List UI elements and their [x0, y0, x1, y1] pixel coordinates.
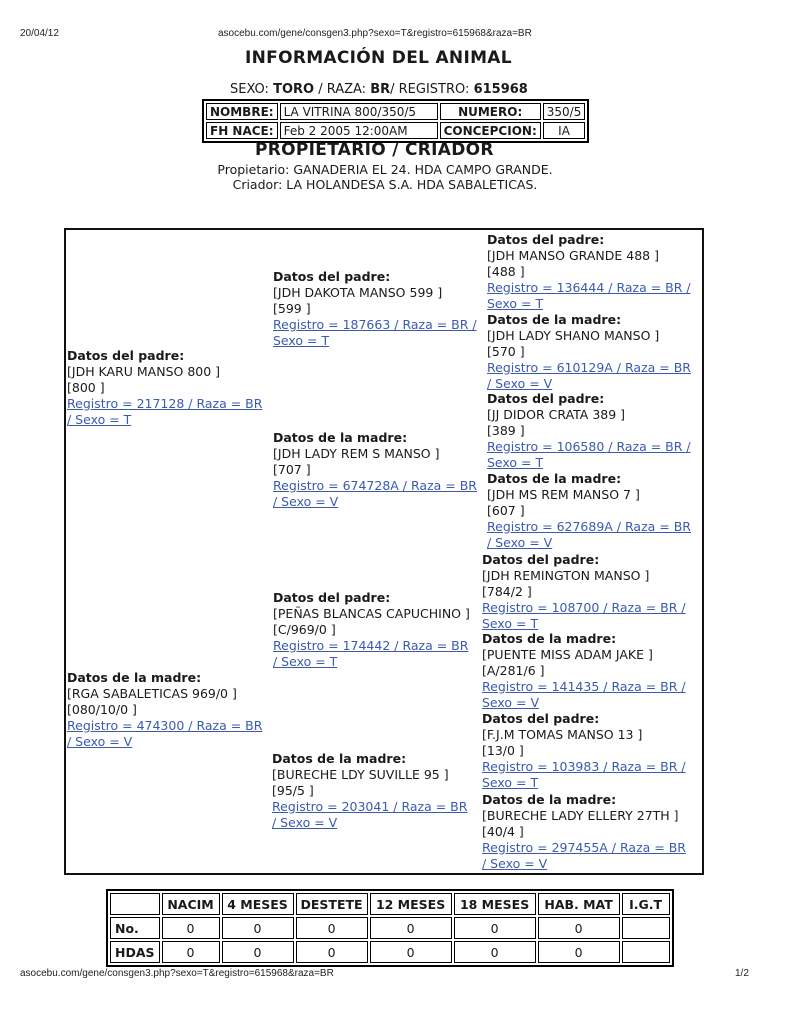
row-label: HDAS: [110, 941, 160, 963]
stats-cell: [622, 917, 670, 939]
node-code: [800 ]: [67, 380, 105, 395]
stats-cell: 0: [538, 941, 620, 963]
propietario-line: Propietario: GANADERIA EL 24. HDA CAMPO GRANDE.: [217, 162, 553, 177]
raza-label: / RAZA:: [318, 82, 367, 97]
raza-value: BR: [370, 82, 391, 97]
node-heading: Datos del padre:: [67, 348, 185, 363]
sexo-link[interactable]: Sexo = T: [273, 333, 330, 348]
animal-info-table: [202, 99, 589, 143]
concepcion-value: IA: [543, 122, 586, 139]
pedigree-node-g3-5: [482, 631, 686, 711]
stats-header-cell: I.G.T: [622, 893, 670, 915]
node-heading: Datos de la madre:: [482, 792, 617, 807]
node-heading: Datos de la madre:: [272, 751, 407, 766]
registro-link[interactable]: Registro = 103983 / Raza = BR /: [482, 759, 686, 774]
pedigree-node-g3-6: [482, 711, 686, 791]
owner-lines: [195, 162, 575, 192]
stats-cell: 0: [222, 917, 294, 939]
table-row: [110, 941, 670, 963]
fh-nace-label: FH NACE:: [206, 122, 278, 139]
owner-heading: PROPIETARIO / CRIADOR: [255, 140, 494, 160]
stats-header-cell: 4 MESES: [222, 893, 294, 915]
stats-cell: 0: [370, 941, 452, 963]
node-code: [784/2 ]: [482, 584, 532, 599]
sexo-link[interactable]: / Sexo = V: [272, 815, 338, 830]
node-name: [JDH MANSO GRANDE 488 ]: [487, 248, 659, 263]
registro-link[interactable]: Registro = 108700 / Raza = BR /: [482, 600, 686, 615]
registro-link[interactable]: Registro = 141435 / Raza = BR /: [482, 679, 686, 694]
footer-page: 1/2: [735, 968, 749, 979]
sexo-link[interactable]: / Sexo = V: [67, 734, 133, 749]
node-code: [599 ]: [273, 301, 311, 316]
numero-value: 350/5: [543, 103, 586, 120]
node-name: [JDH LADY SHANO MANSO ]: [487, 328, 660, 343]
node-code: [570 ]: [487, 344, 525, 359]
stats-header-cell: DESTETE: [296, 893, 368, 915]
footer-url: asocebu.com/gene/consgen3.php?sexo=T&registro=615968&raza=BR: [20, 968, 334, 979]
node-name: [BURECHE LADY ELLERY 27TH ]: [482, 808, 679, 823]
node-code: [95/5 ]: [272, 783, 314, 798]
stats-cell: 0: [296, 917, 368, 939]
pedigree-node-g3-2: [487, 391, 691, 471]
node-name: [JJ DIDOR CRATA 389 ]: [487, 407, 626, 422]
node-heading: Datos de la madre:: [487, 471, 622, 486]
registro-link[interactable]: Registro = 106580 / Raza = BR /: [487, 439, 691, 454]
pedigree-node-g3-4: [482, 552, 686, 632]
stats-cell: 0: [222, 941, 294, 963]
node-heading: Datos de la madre:: [487, 312, 622, 327]
node-code: [A/281/6 ]: [482, 663, 545, 678]
stats-cell: 0: [162, 941, 220, 963]
sexo-link[interactable]: / Sexo = V: [487, 535, 553, 550]
sexo-link[interactable]: Sexo = T: [487, 455, 544, 470]
registro-link[interactable]: Registro = 203041 / Raza = BR: [272, 799, 468, 814]
registro-value: 615968: [473, 82, 528, 97]
registro-label: / REGISTRO:: [390, 82, 470, 97]
stats-cell: [622, 941, 670, 963]
node-name: [F.J.M TOMAS MANSO 13 ]: [482, 727, 643, 742]
registro-link[interactable]: Registro = 627689A / Raza = BR: [487, 519, 691, 534]
stats-cell: 0: [296, 941, 368, 963]
node-heading: Datos de la madre:: [67, 670, 202, 685]
stats-cell: 0: [454, 917, 536, 939]
sexo-link[interactable]: / Sexo = T: [67, 412, 132, 427]
pedigree-node-g2-3: [272, 751, 467, 831]
pedigree-node-g2-0: [273, 269, 477, 349]
registro-link[interactable]: Registro = 610129A / Raza = BR: [487, 360, 691, 375]
nombre-value: LA VITRINA 800/350/5: [280, 103, 438, 120]
sexo-link[interactable]: Sexo = T: [487, 296, 544, 311]
node-name: [PEÑAS BLANCAS CAPUCHINO ]: [273, 606, 470, 621]
nombre-label: NOMBRE:: [206, 103, 278, 120]
node-code: [707 ]: [273, 462, 311, 477]
pedigree-node-g2-2: [273, 590, 470, 670]
pedigree-node-g1-1: [67, 670, 262, 750]
pedigree-node-g3-7: [482, 792, 686, 872]
node-name: [JDH MS REM MANSO 7 ]: [487, 487, 640, 502]
pedigree-node-g3-0: [487, 232, 691, 312]
registro-link[interactable]: Registro = 217128 / Raza = BR: [67, 396, 263, 411]
pedigree-node-g3-3: [487, 471, 691, 551]
stats-header-cell: 18 MESES: [454, 893, 536, 915]
sexo-link[interactable]: / Sexo = V: [482, 856, 548, 871]
node-name: [BURECHE LDY SUVILLE 95 ]: [272, 767, 449, 782]
node-code: [389 ]: [487, 423, 525, 438]
node-code: [C/969/0 ]: [273, 622, 336, 637]
row-label: No.: [110, 917, 160, 939]
pedigree-node-g1-0: [67, 348, 262, 428]
node-heading: Datos del padre:: [482, 711, 600, 726]
node-heading: Datos del padre:: [487, 232, 605, 247]
pedigree-node-g3-1: [487, 312, 691, 392]
fh-nace-value: Feb 2 2005 12:00AM: [280, 122, 438, 139]
node-heading: Datos de la madre:: [482, 631, 617, 646]
numero-label: NUMERO:: [440, 103, 541, 120]
registro-link[interactable]: Registro = 474300 / Raza = BR: [67, 718, 263, 733]
sexo-value: TORO: [273, 82, 315, 97]
sexo-link[interactable]: / Sexo = V: [487, 376, 553, 391]
node-code: [488 ]: [487, 264, 525, 279]
node-name: [JDH KARU MANSO 800 ]: [67, 364, 221, 379]
node-code: [40/4 ]: [482, 824, 524, 839]
stats-header-cell: 12 MESES: [370, 893, 452, 915]
node-name: [JDH DAKOTA MANSO 599 ]: [273, 285, 443, 300]
stats-header-cell: NACIM: [162, 893, 220, 915]
registro-link[interactable]: Registro = 297455A / Raza = BR: [482, 840, 686, 855]
print-date: 20/04/12: [20, 28, 59, 39]
registro-link[interactable]: Registro = 174442 / Raza = BR: [273, 638, 469, 653]
stats-header-cell: [110, 893, 160, 915]
sexo-link[interactable]: Sexo = V: [482, 695, 540, 710]
stats-cell: 0: [162, 917, 220, 939]
sexo-link[interactable]: Sexo = T: [482, 616, 539, 631]
stats-cell: 0: [370, 917, 452, 939]
node-heading: Datos del padre:: [273, 269, 391, 284]
node-name: [PUENTE MISS ADAM JAKE ]: [482, 647, 653, 662]
stats-cell: 0: [538, 917, 620, 939]
node-name: [JDH LADY REM S MANSO ]: [273, 446, 440, 461]
node-name: [RGA SABALETICAS 969/0 ]: [67, 686, 237, 701]
node-heading: Datos del padre:: [487, 391, 605, 406]
sexo-label: SEXO:: [230, 82, 269, 97]
node-code: [607 ]: [487, 503, 525, 518]
performance-header-row: [110, 893, 670, 915]
performance-table: [106, 889, 674, 967]
node-heading: Datos de la madre:: [273, 430, 408, 445]
node-code: [080/10/0 ]: [67, 702, 137, 717]
table-row: [110, 917, 670, 939]
criador-line: Criador: LA HOLANDESA S.A. HDA SABALETICAS.: [232, 177, 538, 192]
node-heading: Datos del padre:: [273, 590, 391, 605]
node-name: [JDH REMINGTON MANSO ]: [482, 568, 650, 583]
node-heading: Datos del padre:: [482, 552, 600, 567]
stats-header-cell: HAB. MAT: [538, 893, 620, 915]
sexo-link[interactable]: / Sexo = V: [273, 494, 339, 509]
node-code: [13/0 ]: [482, 743, 524, 758]
registro-link[interactable]: Registro = 136444 / Raza = BR /: [487, 280, 691, 295]
animal-summary: [230, 82, 528, 97]
print-url: asocebu.com/gene/consgen3.php?sexo=T&registro=615968&raza=BR: [218, 28, 532, 39]
pedigree-node-g2-1: [273, 430, 477, 510]
registro-link[interactable]: Registro = 187663 / Raza = BR /: [273, 317, 477, 332]
concepcion-label: CONCEPCION:: [440, 122, 541, 139]
sexo-link[interactable]: / Sexo = T: [273, 654, 338, 669]
stats-cell: 0: [454, 941, 536, 963]
page-title: INFORMACIÓN DEL ANIMAL: [245, 48, 512, 68]
registro-link[interactable]: Registro = 674728A / Raza = BR: [273, 478, 477, 493]
sexo-link[interactable]: Sexo = T: [482, 775, 539, 790]
